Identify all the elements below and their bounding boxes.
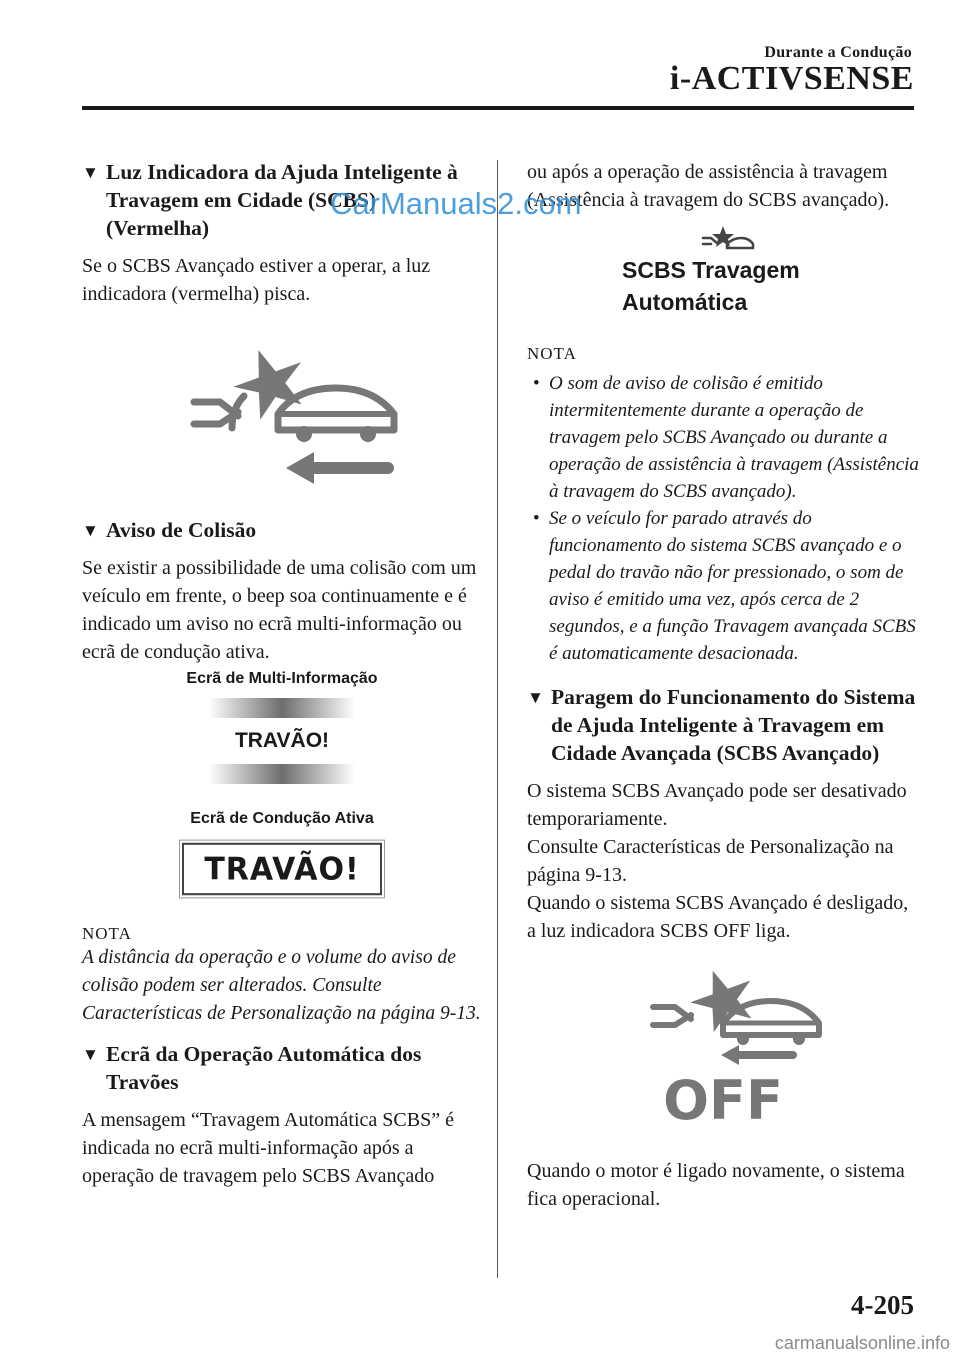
heading-auto-brake-display: ▼ Ecrã da Operação Automática dos Travões xyxy=(82,1042,422,1094)
off-text: OFF xyxy=(663,1069,783,1129)
note-item: • Se o veículo for parado através do funcionamento do sistema SCBS avançado e o pedal do travão não for pressionado, o som de aviso é emitido uma vez, após cerca de 2 segundos, e a função Travagem avançada SCBS é automaticamente desacionada. xyxy=(527,505,919,667)
bullet-icon: • xyxy=(533,508,540,529)
header-title: i-ACTIVSENSE xyxy=(669,60,914,97)
paragraph-consult: Consulte Características de Personalização na página 9-13. xyxy=(527,836,894,886)
display-bar-top xyxy=(209,698,355,718)
active-driving-label: Ecrã de Condução Ativa xyxy=(190,810,374,827)
note-list xyxy=(527,370,919,667)
active-driving-display: TRAVÃO! xyxy=(182,843,382,896)
display-bar-bottom xyxy=(209,764,355,784)
paragraph-indicator: Se o SCBS Avançado estiver a operar, a luz indicadora (vermelha) pisca. xyxy=(82,255,431,305)
paragraph-off-light: Quando o sistema SCBS Avançado é desligado, a luz indicadora SCBS OFF liga. xyxy=(527,892,909,942)
triangle-marker-icon: ▼ xyxy=(82,1045,99,1064)
scbs-auto-brake-line1: SCBS Travagem xyxy=(622,257,800,283)
paragraph-continued: ou após a operação de assistência à travagem (Assistência à travagem do SCBS avançado). xyxy=(527,161,890,211)
multi-info-display xyxy=(209,698,355,784)
right-column xyxy=(527,158,919,1221)
paragraph-deactivate: O sistema SCBS Avançado pode ser desativado temporariamente. xyxy=(527,780,907,830)
header-section: Durante a Condução xyxy=(764,44,912,61)
multi-info-brake-text: TRAVÃO! xyxy=(234,729,330,752)
note-label: NOTA xyxy=(82,924,132,943)
heading-stop-operation: ▼ Paragem do Funcionamento do Sistema de Ajuda Inteligente à Travagem em Cidade Avançada (SCBS Avançado) xyxy=(527,685,916,765)
note-item: • O som de aviso de colisão é emitido intermitentemente durante a operação de travagem pelo SCBS Avançado ou durante a operação de assistência à travagem (Assistência à travagem do SCBS avançado). xyxy=(527,370,919,505)
bullet-icon: • xyxy=(533,373,540,394)
header-rule xyxy=(82,106,914,110)
scbs-auto-brake-line2: Automática xyxy=(622,289,748,315)
paragraph-auto-brake: A mensagem “Travagem Automática SCBS” é indicada no ecrã multi-informação após a operação de travagem pelo SCBS Avançado xyxy=(82,1109,454,1187)
triangle-marker-icon: ▼ xyxy=(82,521,99,540)
watermark-text: CarManuals2.com xyxy=(330,186,582,221)
paragraph-collision: Se existir a possibilidade de uma colisão com um veículo em frente, o beep soa continuamente e é indicado um aviso no ecrã multi-informação ou ecrã de condução ativa. xyxy=(82,557,477,663)
left-column xyxy=(82,158,482,1198)
scbs-warning-icon xyxy=(82,316,482,506)
note-text: A distância da operação e o volume do aviso de colisão podem ser alterados. Consulte Características de Personalização na página 9-13. xyxy=(82,947,481,1024)
scbs-off-icon xyxy=(527,959,919,1129)
note-label: NOTA xyxy=(527,344,577,363)
page-number: 4-205 xyxy=(851,1290,914,1320)
footer-site-link[interactable]: carmanualsonline.info xyxy=(774,1333,950,1353)
heading-indicator-light: ▼ Luz Indicadora da Ajuda Inteligente à Travagem em Cidade (SCBS) (Vermelha) xyxy=(82,160,458,240)
paragraph-restart: Quando o motor é ligado novamente, o sistema fica operacional. xyxy=(527,1160,905,1210)
small-scbs-icon xyxy=(527,222,919,254)
heading-collision-warning: ▼ Aviso de Colisão xyxy=(82,516,482,544)
triangle-marker-icon: ▼ xyxy=(527,688,544,707)
multi-info-label: Ecrã de Multi-Informação xyxy=(186,670,378,687)
column-divider xyxy=(497,160,498,1278)
triangle-marker-icon: ▼ xyxy=(82,163,99,182)
